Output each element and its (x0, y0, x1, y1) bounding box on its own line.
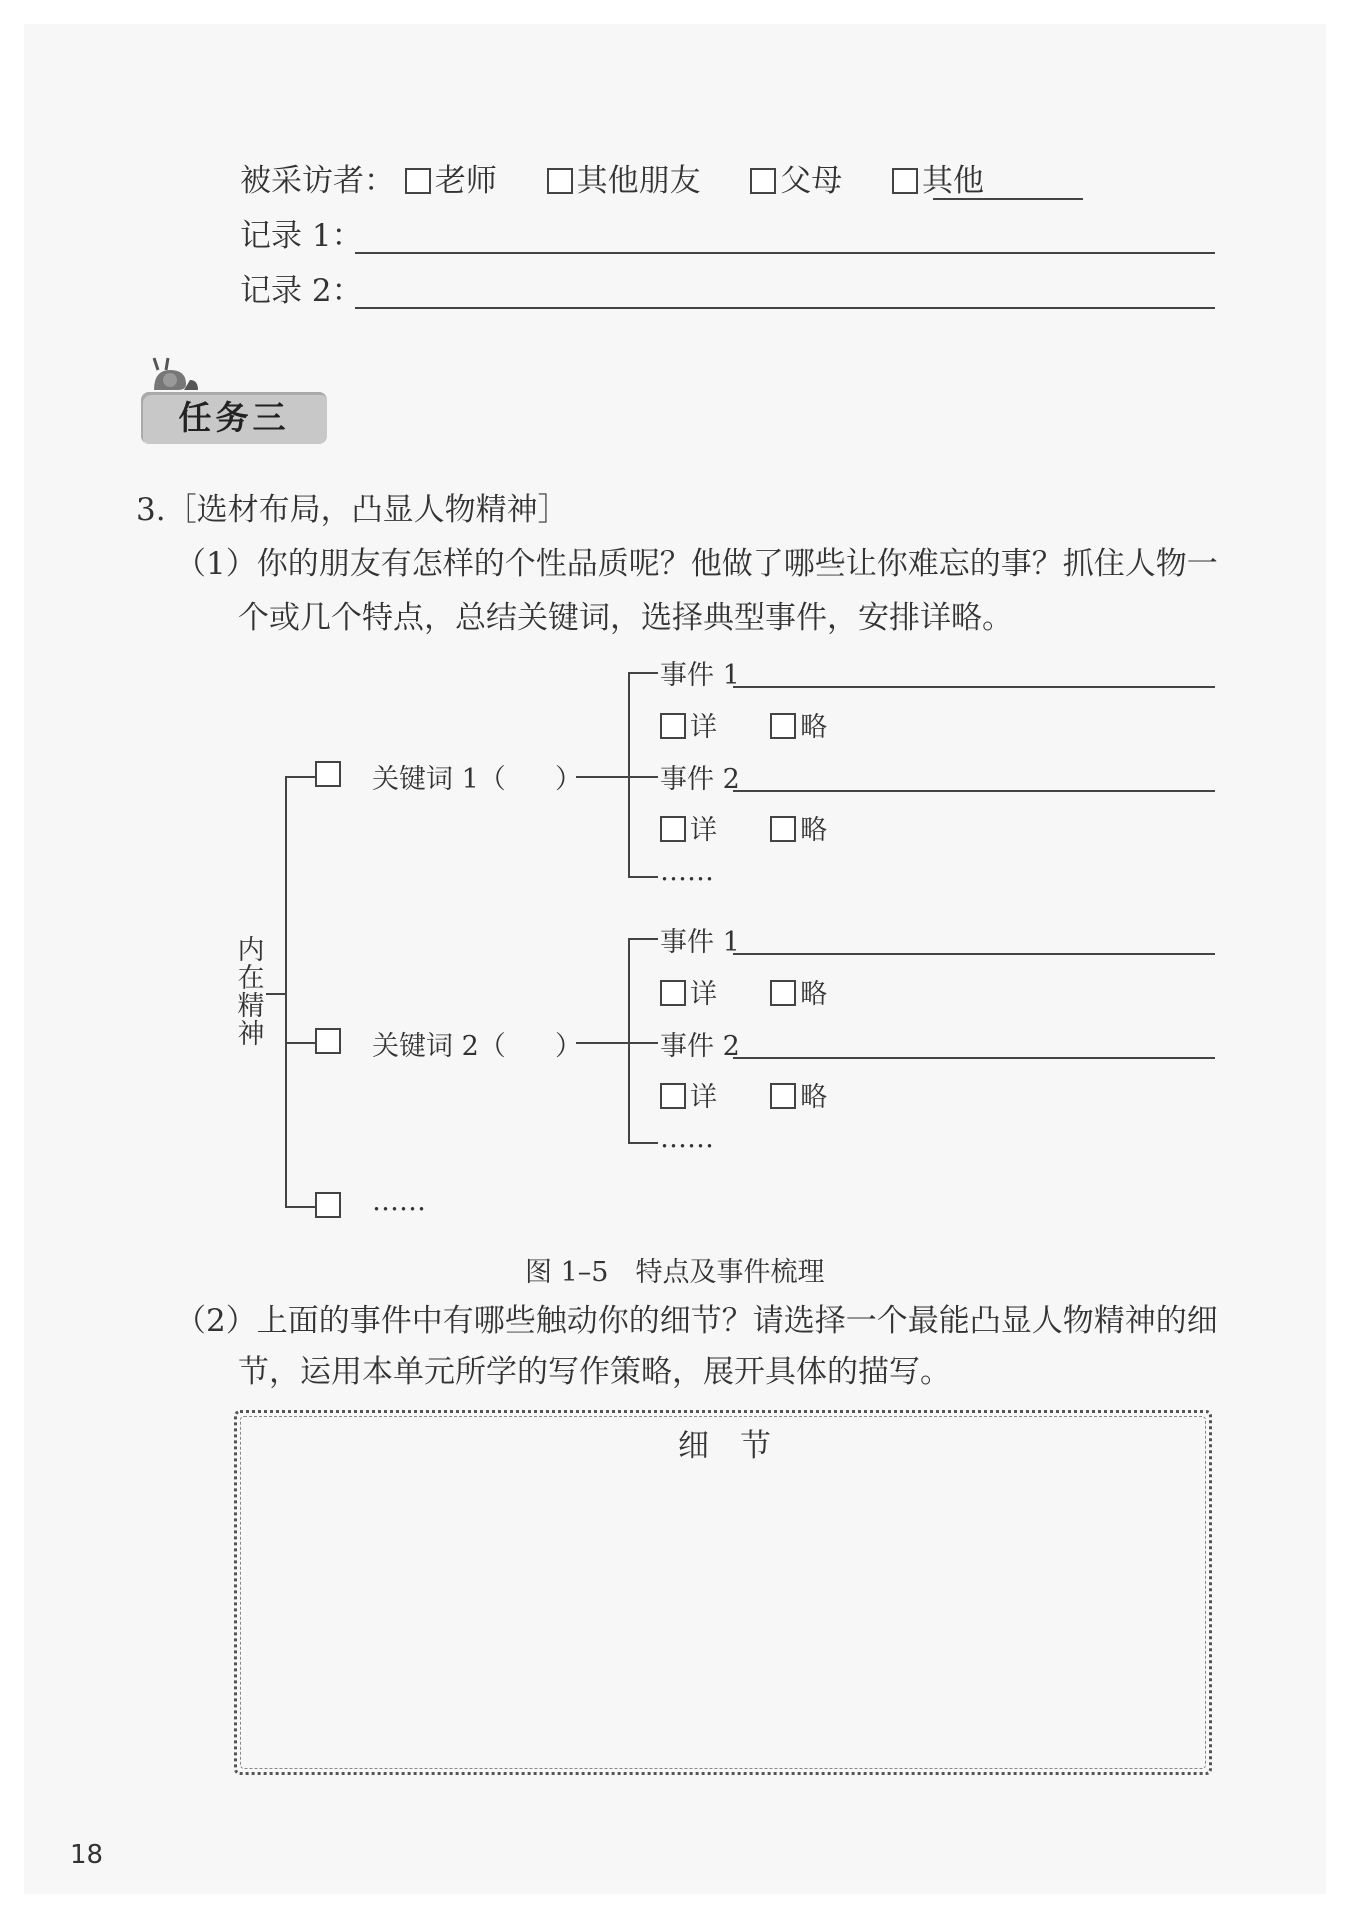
detailed-label: 详 (690, 712, 717, 743)
option-teacher-label: 老师 (434, 163, 497, 199)
interviewee-row (240, 163, 984, 200)
k1-event2-connector (628, 776, 658, 778)
k2-event2-connector (628, 1042, 658, 1044)
k1-event2-line[interactable] (733, 790, 1215, 792)
part2-line2: 节，运用本单元所学的写作策略，展开具体的描写。 (238, 1354, 951, 1390)
k1-event1-connector (628, 672, 658, 674)
option-other-friends-checkbox[interactable] (547, 168, 573, 194)
snail-mascot-icon (148, 352, 200, 394)
option-parents-checkbox[interactable] (750, 168, 776, 194)
detail-box-title: 细 节 (678, 1428, 771, 1464)
k1-event1-brief-checkbox[interactable] (770, 713, 796, 739)
branch1-connector (285, 776, 315, 778)
k2-event2-brief-checkbox[interactable] (770, 1083, 796, 1109)
keyword3-checkbox[interactable] (315, 1192, 341, 1218)
k2-ellipsis: …… (660, 1123, 714, 1154)
figure-caption: 图 1–5 特点及事件梳理 (525, 1257, 825, 1288)
keyword1-label: 关键词 1（ (372, 764, 506, 795)
keyword2-label: 关键词 2（ (372, 1031, 506, 1062)
keyword2-event-bracket (628, 938, 630, 1143)
k1-event1-detailed-checkbox[interactable] (660, 713, 686, 739)
k2-event1-connector (628, 938, 658, 940)
option-parents-label: 父母 (780, 163, 843, 199)
record1-line[interactable] (355, 252, 1215, 254)
option-teacher-checkbox[interactable] (405, 168, 431, 194)
option-other-checkbox[interactable] (892, 168, 918, 194)
option-other-friends-label: 其他朋友 (576, 163, 701, 199)
part1-line1: （1）你的朋友有怎样的个性品质呢？他做了哪些让你难忘的事？抓住人物一 (175, 546, 1218, 582)
k2-ellipsis-connector (628, 1142, 658, 1144)
k1-event1-options (660, 705, 827, 744)
keyword1-row (315, 760, 345, 791)
brief-label: 略 (800, 712, 828, 743)
keyword1-event-bracket (628, 672, 630, 877)
keyword2-checkbox[interactable] (315, 1028, 341, 1054)
root-connector (266, 993, 286, 995)
task-three-badge: 任务三 (141, 392, 327, 444)
k2-event2-options (660, 1075, 827, 1114)
k2-event1-label: 事件 1 (660, 927, 740, 958)
part1-line2: 个或几个特点，总结关键词，选择典型事件，安排详略。 (238, 600, 1013, 636)
keyword2-close-paren: ） (555, 1031, 582, 1062)
k2-event1-detailed-checkbox[interactable] (660, 980, 686, 1006)
keyword2-arrow (576, 1042, 628, 1044)
branch3-connector (285, 1206, 315, 1208)
diagram-root-label: 内 在 精 神 (237, 935, 265, 1050)
keyword1-checkbox[interactable] (315, 761, 341, 787)
keyword3-row (315, 1191, 345, 1222)
record1-label: 记录 1： (240, 218, 363, 254)
k1-event2-detailed-checkbox[interactable] (660, 816, 686, 842)
k2-event1-line[interactable] (733, 953, 1215, 955)
k1-ellipsis: …… (660, 856, 714, 887)
question-heading: 3.［选材布局，凸显人物精神］ (136, 492, 569, 528)
detailed-label: 详 (690, 815, 717, 846)
brief-label: 略 (800, 815, 828, 846)
detailed-label: 详 (690, 979, 717, 1010)
k2-event2-line[interactable] (733, 1057, 1215, 1059)
k2-event2-label: 事件 2 (660, 1031, 740, 1062)
k2-event1-brief-checkbox[interactable] (770, 980, 796, 1006)
record2-line[interactable] (355, 307, 1215, 309)
keyword1-close-paren: ） (555, 764, 582, 795)
page-number: 18 (70, 1840, 104, 1870)
keyword3-ellipsis: …… (372, 1186, 426, 1217)
keyword2-row (315, 1027, 345, 1058)
option-other-label: 其他 (922, 163, 985, 199)
detailed-label: 详 (690, 1082, 717, 1113)
k2-event1-options (660, 972, 827, 1011)
root-bracket (285, 776, 287, 1207)
k1-event2-label: 事件 2 (660, 764, 740, 795)
k1-event2-options (660, 808, 827, 847)
keyword1-arrow (576, 776, 628, 778)
k1-event1-label: 事件 1 (660, 660, 740, 691)
k1-event2-brief-checkbox[interactable] (770, 816, 796, 842)
part2-line1: （2）上面的事件中有哪些触动你的细节？请选择一个最能凸显人物精神的细 (175, 1303, 1218, 1339)
k1-ellipsis-connector (628, 876, 658, 878)
brief-label: 略 (800, 979, 828, 1010)
record2-label: 记录 2： (240, 273, 363, 309)
k2-event2-detailed-checkbox[interactable] (660, 1083, 686, 1109)
branch2-connector (285, 1042, 315, 1044)
brief-label: 略 (800, 1082, 828, 1113)
k1-event1-line[interactable] (733, 686, 1215, 688)
other-blank-line[interactable] (933, 198, 1083, 200)
interviewee-label: 被采访者： (240, 163, 395, 199)
